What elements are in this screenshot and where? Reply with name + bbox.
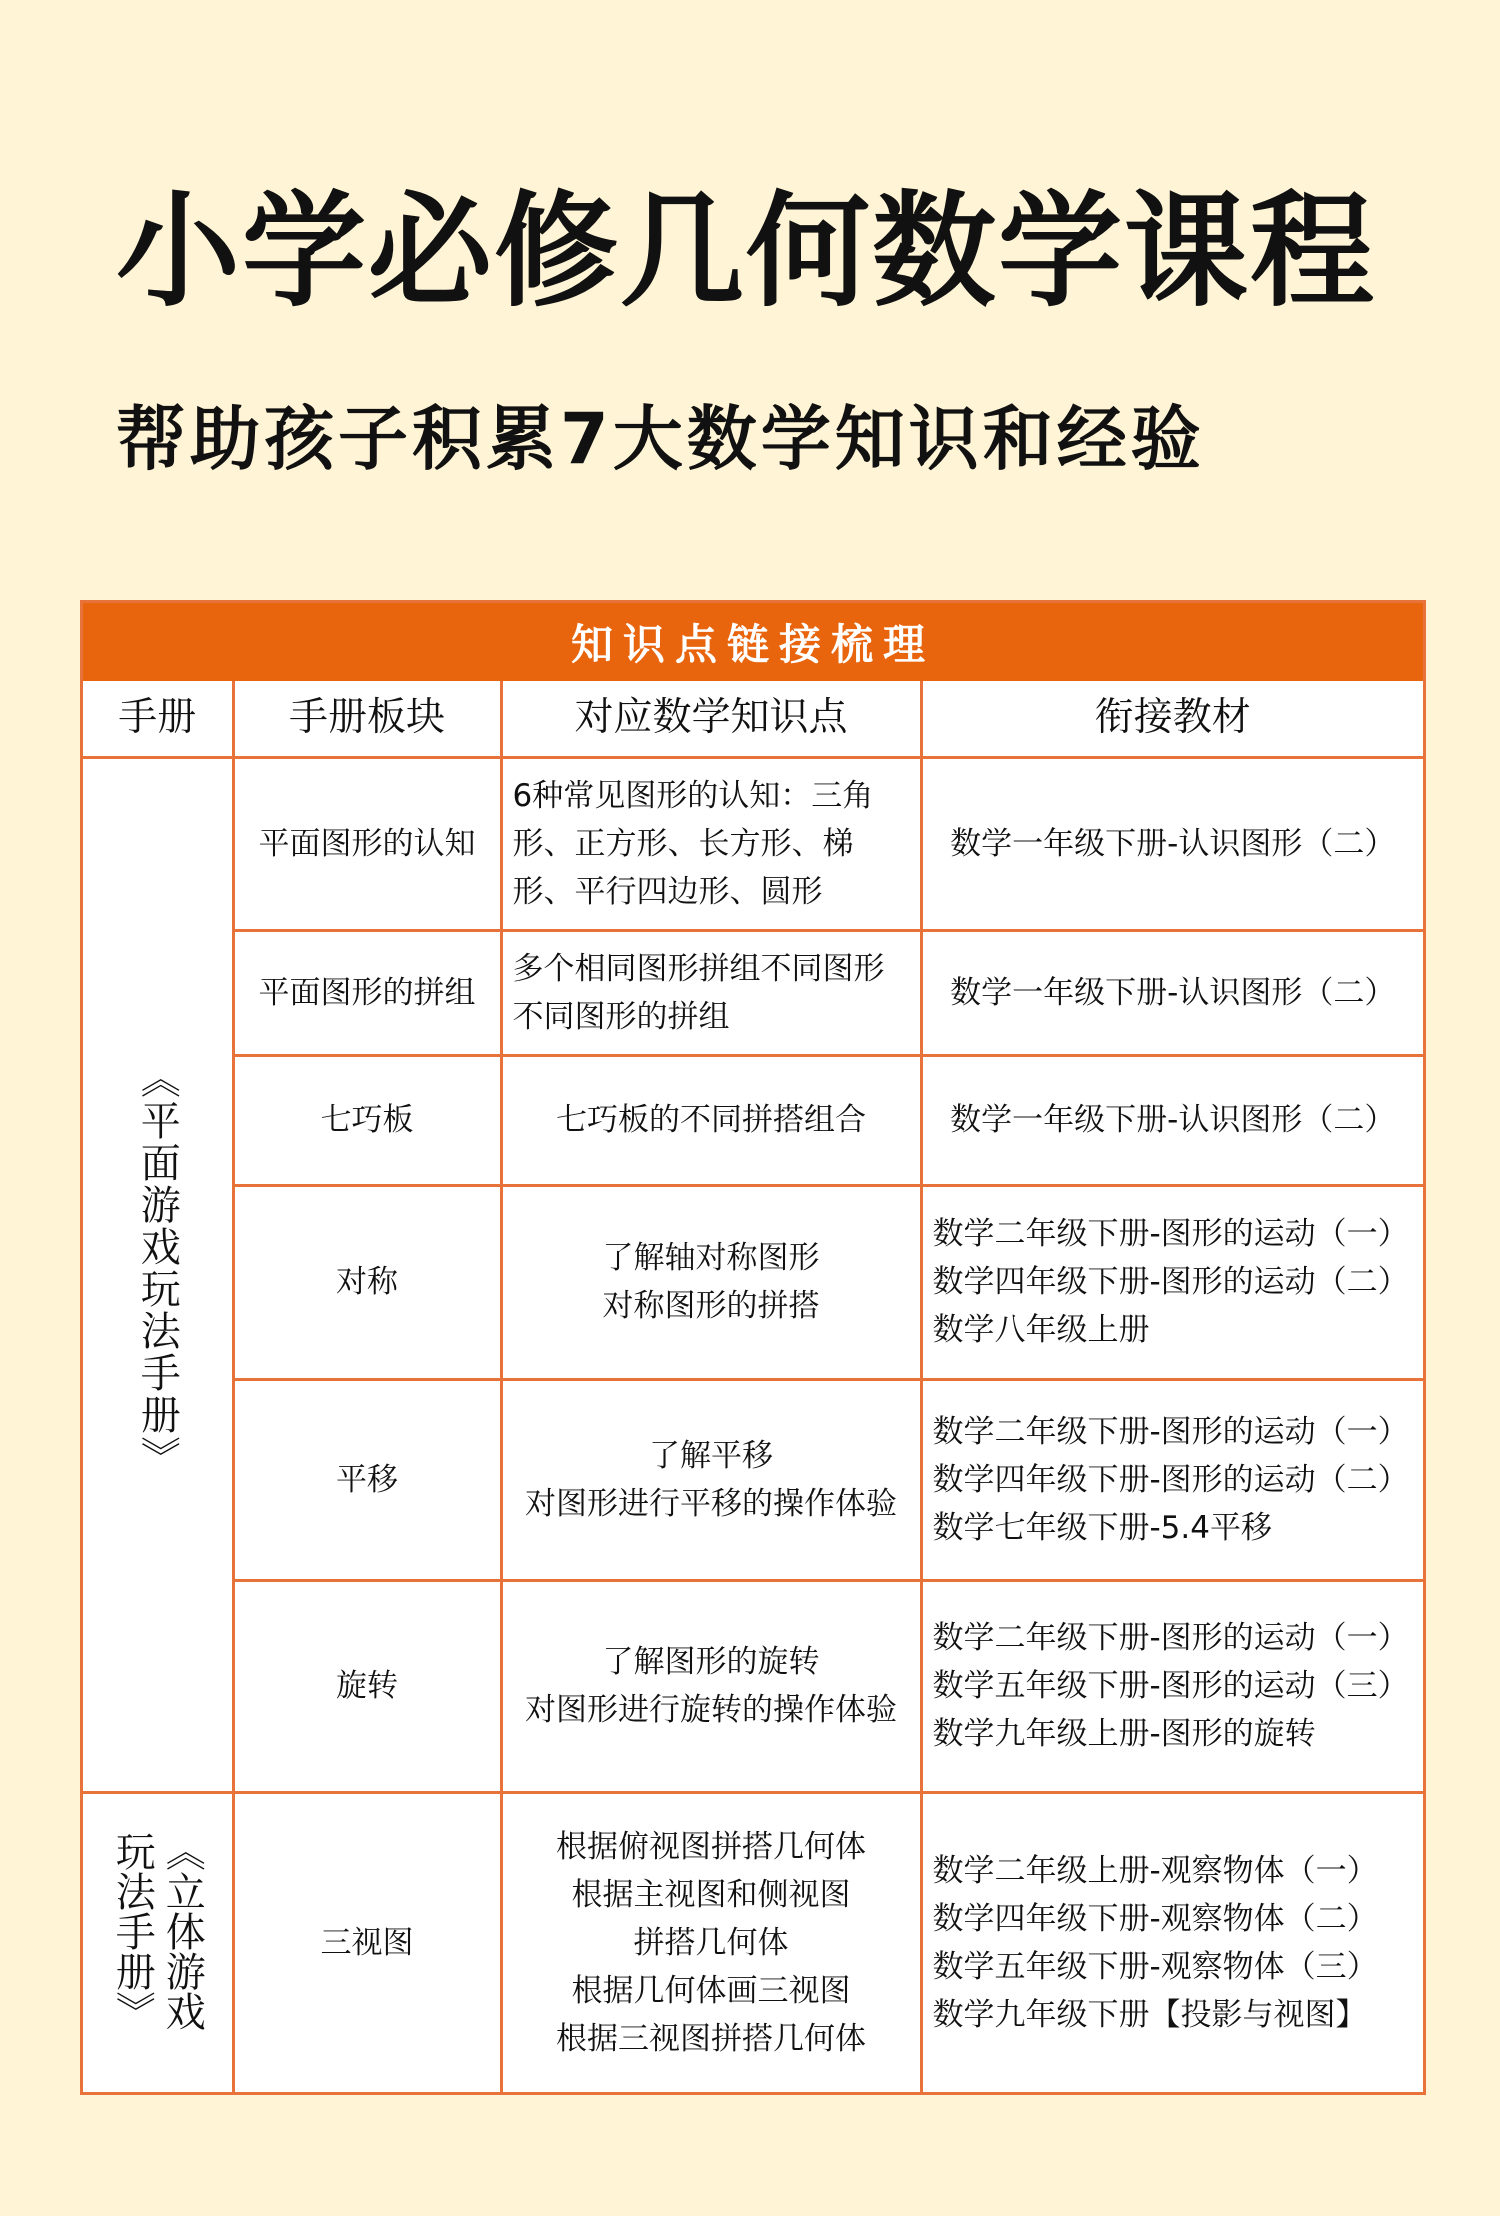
book-line: 数学一年级下册-认识图形（二） <box>950 1102 1396 1138</box>
table-row <box>83 757 1423 930</box>
books-cell <box>921 930 1423 1055</box>
table-header-row <box>83 681 1423 757</box>
points-cell <box>501 1379 921 1580</box>
books-cell <box>921 757 1423 930</box>
book-line: 数学一年级下册-认识图形（二） <box>950 974 1396 1011</box>
point-line: 七巧板的不同拼搭组合 <box>556 1102 866 1138</box>
table-row <box>83 930 1423 1055</box>
book-line: 数学五年级下册-观察物体（三） <box>932 1948 1378 1985</box>
point-line: 对称图形的拼搭 <box>602 1288 820 1324</box>
points-cell <box>501 1792 921 2092</box>
point-line: 对图形进行旋转的操作体验 <box>525 1692 897 1728</box>
point-line: 拼搭几何体 <box>633 1924 789 1961</box>
book-line: 数学九年级上册-图形的旋转 <box>932 1716 1316 1752</box>
book-line: 数学二年级下册-图形的运动（一） <box>932 1620 1409 1656</box>
book-line: 数学四年级下册-观察物体（二） <box>932 1900 1378 1937</box>
point-line: 了解平移 <box>649 1437 773 1474</box>
point-line: 根据几何体画三视图 <box>571 1972 851 2009</box>
module-cell: 对称 <box>233 1185 501 1379</box>
books-cell <box>921 1379 1423 1580</box>
group-cell-plane <box>83 757 233 1792</box>
point-line: 不同图形的拼组 <box>512 998 730 1035</box>
book-line: 数学一年级下册-认识图形（二） <box>950 825 1396 862</box>
points-cell <box>501 930 921 1055</box>
header-textbook: 衔接教材 <box>921 681 1423 757</box>
page-title: 小学必修几何数学课程 <box>116 180 1377 324</box>
table-row <box>83 1185 1423 1379</box>
group-label-plane: 《平面游戏玩法手册》 <box>134 1057 181 1478</box>
point-line: 多个相同图形拼组不同图形 <box>512 950 885 987</box>
points-cell <box>501 1580 921 1792</box>
group-cell-solid <box>83 1792 233 2092</box>
module-cell: 平移 <box>233 1379 501 1580</box>
header-handbook: 手册 <box>83 681 233 757</box>
books-cell <box>921 1580 1423 1792</box>
point-line: 形、正方形、长方形、梯 <box>512 825 854 862</box>
book-line: 数学五年级下册-图形的运动（三） <box>932 1668 1409 1704</box>
module-cell: 旋转 <box>233 1580 501 1792</box>
books-cell <box>921 1792 1423 2092</box>
point-line: 了解图形的旋转 <box>602 1644 820 1680</box>
books-cell <box>921 1185 1423 1379</box>
knowledge-table <box>80 600 1426 2095</box>
point-line: 根据三视图拼搭几何体 <box>556 2020 866 2057</box>
points-cell <box>501 1185 921 1379</box>
books-cell <box>921 1055 1423 1185</box>
points-cell <box>501 1055 921 1185</box>
book-line: 数学四年级下册-图形的运动（二） <box>932 1461 1409 1498</box>
table-row <box>83 1580 1423 1792</box>
table-row <box>83 1792 1423 2092</box>
book-line: 数学九年级下册【投影与视图】 <box>932 1996 1367 2033</box>
book-line: 数学二年级下册-图形的运动（一） <box>932 1413 1409 1450</box>
table-row <box>83 1055 1423 1185</box>
points-cell <box>501 757 921 930</box>
module-cell: 七巧板 <box>233 1055 501 1185</box>
point-line: 根据俯视图拼搭几何体 <box>556 1828 866 1865</box>
header-module: 手册板块 <box>233 681 501 757</box>
point-line: 形、平行四边形、圆形 <box>512 873 823 910</box>
book-line: 数学七年级下册-5.4平移 <box>932 1509 1272 1546</box>
book-line: 数学四年级下册-图形的运动（二） <box>932 1264 1409 1300</box>
point-line: 根据主视图和侧视图 <box>571 1876 851 1913</box>
book-line: 数学八年级上册 <box>932 1312 1150 1348</box>
table-banner: 知识点链接梳理 <box>83 603 1423 681</box>
group-label-solid: 《立体游戏玩法手册》 <box>109 1830 206 2031</box>
page-subtitle: 帮助孩子积累7大数学知识和经验 <box>116 398 1205 480</box>
table-row <box>83 1379 1423 1580</box>
module-cell: 平面图形的拼组 <box>233 930 501 1055</box>
point-line: 6种常见图形的认知：三角 <box>512 777 874 814</box>
point-line: 对图形进行平移的操作体验 <box>525 1485 897 1522</box>
header-points: 对应数学知识点 <box>501 681 921 757</box>
module-cell: 三视图 <box>233 1792 501 2092</box>
book-line: 数学二年级下册-图形的运动（一） <box>932 1216 1409 1252</box>
module-cell: 平面图形的认知 <box>233 757 501 930</box>
knowledge-grid <box>83 681 1423 2092</box>
point-line: 了解轴对称图形 <box>602 1240 820 1276</box>
book-line: 数学二年级上册-观察物体（一） <box>932 1852 1378 1889</box>
